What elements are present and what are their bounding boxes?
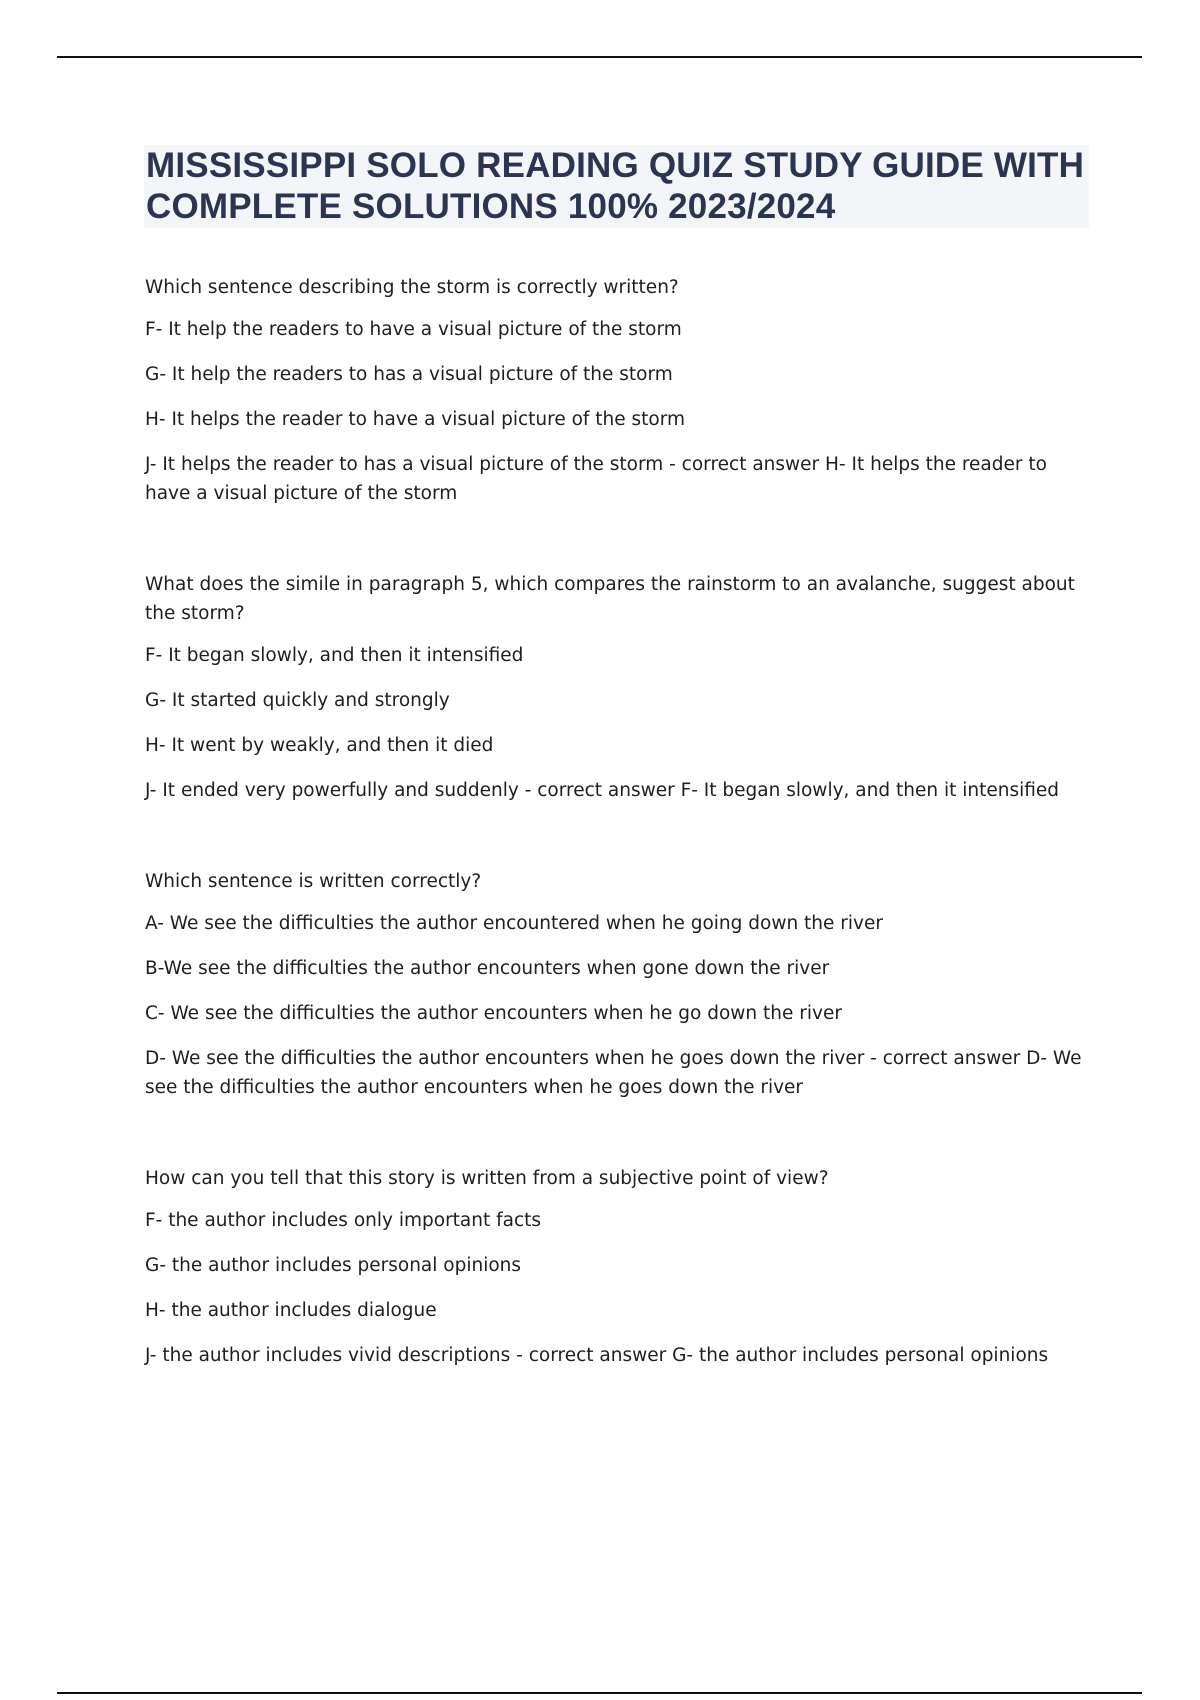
answer-option: G- It started quickly and strongly [145,690,450,711]
answer-option: H- It helps the reader to have a visual picture of the storm [145,409,686,430]
answer-option: F- It began slowly, and then it intensified [145,645,524,666]
answer-option-with-solution: J- It ended very powerfully and suddenly - correct answer F- It began slowly, and then it intensified [145,780,1059,801]
answer-option: G- It help the readers to has a visual picture of the storm [145,364,673,385]
question-block-2 [145,570,1085,805]
answer-option: B-We see the difficulties the author encounters when gone down the river [145,958,830,979]
answer-option-with-solution: J- It helps the reader to has a visual picture of the storm - correct answer H- It helps the reader to have a visual picture of the storm [145,454,1047,504]
answer-option: H- the author includes dialogue [145,1300,437,1321]
answer-option: F- It help the readers to have a visual picture of the storm [145,319,682,340]
answer-option-with-solution: D- We see the difficulties the author encounters when he goes down the river - correct answer D- We see the difficulties the author encounters when he goes down the river [145,1048,1082,1098]
answer-option: C- We see the difficulties the author encounters when he go down the river [145,1003,842,1024]
question-text: Which sentence is written correctly? [145,871,482,892]
answer-option: H- It went by weakly, and then it died [145,735,494,756]
answer-option: G- the author includes personal opinions [145,1255,522,1276]
question-block-3 [145,867,1085,1102]
question-block-4 [145,1164,1085,1370]
top-divider [57,56,1142,58]
question-list [145,273,1085,1370]
answer-option-with-solution: J- the author includes vivid descriptions - correct answer G- the author includes personal opinions [145,1345,1049,1366]
answer-option: A- We see the difficulties the author encountered when he going down the river [145,913,883,934]
question-text: How can you tell that this story is written from a subjective point of view? [145,1168,829,1189]
answer-option: F- the author includes only important facts [145,1210,542,1231]
question-block-1 [145,273,1085,508]
question-text: What does the simile in paragraph 5, which compares the rainstorm to an avalanche, suggest about the storm? [145,574,1075,624]
bottom-divider [57,1692,1142,1694]
question-text: Which sentence describing the storm is correctly written? [145,277,679,298]
document-title: MISSISSIPPI SOLO READING QUIZ STUDY GUIDE WITH COMPLETE SOLUTIONS 100% 2023/2024 [146,146,1085,226]
